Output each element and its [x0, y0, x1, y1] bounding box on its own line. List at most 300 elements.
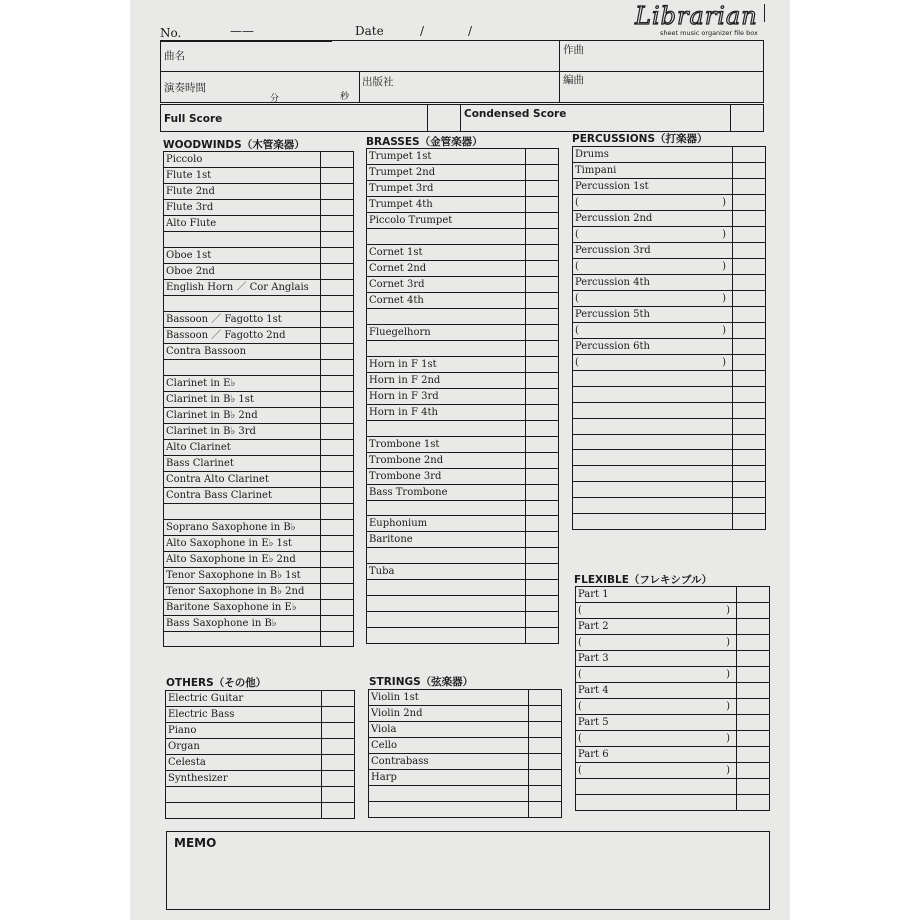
part-count-cell[interactable] [526, 484, 559, 500]
instrument-cell[interactable] [164, 232, 321, 248]
instrument-cell[interactable] [576, 747, 737, 763]
table-row [573, 386, 766, 402]
close-paren: ) [722, 357, 726, 368]
part-count-cell[interactable] [733, 147, 766, 163]
instrument-label: Percussion 2nd [575, 213, 653, 224]
part-count-cell[interactable] [733, 355, 766, 371]
instrument-label: Bass Trombone [369, 486, 448, 498]
part-count-cell[interactable] [321, 551, 354, 567]
table-row [576, 763, 770, 779]
instrument-cell[interactable] [369, 801, 529, 817]
part-count-cell[interactable] [322, 755, 355, 771]
instrument-cell[interactable] [367, 165, 526, 181]
part-count-cell[interactable] [529, 706, 562, 722]
part-count-cell[interactable] [529, 690, 562, 706]
part-count-cell[interactable] [526, 564, 559, 580]
title-field[interactable] [160, 40, 560, 72]
instrument-cell[interactable] [369, 754, 529, 770]
table-row [367, 356, 559, 372]
instrument-label: Part 4 [578, 685, 609, 696]
instrument-cell[interactable] [166, 691, 322, 707]
instrument-cell[interactable] [164, 487, 321, 503]
instrument-label: Violin 2nd [371, 708, 423, 719]
instrument-cell[interactable] [367, 628, 526, 644]
instrument-cell[interactable] [573, 147, 733, 163]
part-count-cell[interactable] [321, 391, 354, 407]
part-count-cell[interactable] [737, 619, 770, 635]
instrument-cell[interactable] [164, 359, 321, 375]
instrument-cell[interactable] [576, 731, 737, 747]
part-count-cell[interactable] [321, 295, 354, 311]
table-row [164, 423, 354, 439]
instrument-cell[interactable] [367, 436, 526, 452]
instrument-cell[interactable] [367, 596, 526, 612]
instrument-cell[interactable] [164, 343, 321, 359]
instrument-label: Trumpet 3rd [369, 183, 434, 194]
table-row [367, 404, 559, 420]
instrument-cell[interactable] [367, 404, 526, 420]
instrument-cell[interactable] [166, 771, 322, 787]
instrument-cell[interactable] [166, 802, 322, 818]
music-note-icon [758, 4, 765, 22]
instrument-label: Cornet 2nd [369, 262, 427, 274]
part-count-cell[interactable] [529, 801, 562, 817]
instrument-cell[interactable] [164, 152, 321, 168]
instrument-cell[interactable] [573, 323, 733, 339]
table-row [576, 699, 770, 715]
part-count-cell[interactable] [321, 200, 354, 216]
instrument-cell[interactable] [164, 311, 321, 327]
instrument-cell[interactable] [573, 243, 733, 259]
table-row [367, 292, 559, 308]
instrument-cell[interactable] [367, 484, 526, 500]
part-count-cell[interactable] [526, 612, 559, 628]
part-count-cell[interactable] [526, 388, 559, 404]
part-count-cell[interactable] [526, 436, 559, 452]
instrument-cell[interactable] [576, 763, 737, 779]
instrument-cell[interactable] [164, 295, 321, 311]
part-count-cell[interactable] [733, 498, 766, 514]
instrument-cell[interactable] [164, 168, 321, 184]
no-dash: —— [230, 24, 254, 38]
instrument-cell[interactable] [576, 715, 737, 731]
part-count-cell[interactable] [321, 439, 354, 455]
instrument-cell[interactable] [573, 402, 733, 418]
instrument-cell[interactable] [164, 216, 321, 232]
instrument-cell[interactable] [166, 755, 322, 771]
part-count-cell[interactable] [733, 291, 766, 307]
instrument-cell[interactable] [369, 706, 529, 722]
instrument-cell[interactable] [367, 564, 526, 580]
memo-field[interactable] [166, 831, 770, 910]
instrument-cell[interactable] [367, 149, 526, 165]
part-count-cell[interactable] [321, 487, 354, 503]
instrument-cell[interactable] [369, 690, 529, 706]
part-count-cell[interactable] [321, 343, 354, 359]
instrument-cell[interactable] [367, 500, 526, 516]
instrument-label: Part 1 [578, 589, 609, 600]
instrument-cell[interactable] [369, 722, 529, 738]
part-count-cell[interactable] [526, 165, 559, 181]
part-count-cell[interactable] [737, 651, 770, 667]
close-paren: ) [726, 733, 730, 744]
part-count-cell[interactable] [733, 179, 766, 195]
part-count-cell[interactable] [733, 450, 766, 466]
table-row [164, 583, 354, 599]
instrument-cell[interactable] [164, 439, 321, 455]
part-count-cell[interactable] [529, 770, 562, 786]
condensed-score-label: Condensed Score [464, 108, 567, 120]
part-count-cell[interactable] [737, 587, 770, 603]
part-count-cell[interactable] [529, 722, 562, 738]
part-count-cell[interactable] [322, 707, 355, 723]
instrument-cell[interactable] [367, 612, 526, 628]
instrument-cell[interactable] [576, 794, 737, 810]
table-row [367, 420, 559, 436]
instrument-cell[interactable] [576, 779, 737, 795]
part-count-cell[interactable] [526, 580, 559, 596]
table-row [573, 323, 766, 339]
instrument-label: Fluegelhorn [369, 326, 431, 338]
part-count-cell[interactable] [526, 149, 559, 165]
instrument-cell[interactable] [367, 388, 526, 404]
part-count-cell[interactable] [321, 327, 354, 343]
instrument-cell[interactable] [367, 229, 526, 245]
table-row [369, 770, 562, 786]
instrument-cell[interactable] [573, 466, 733, 482]
part-count-cell[interactable] [737, 603, 770, 619]
instrument-cell[interactable] [576, 667, 737, 683]
part-count-cell[interactable] [526, 308, 559, 324]
part-count-cell[interactable] [526, 404, 559, 420]
part-count-cell[interactable] [321, 216, 354, 232]
instrument-cell[interactable] [369, 738, 529, 754]
table-row [576, 603, 770, 619]
part-count-cell[interactable] [733, 386, 766, 402]
instrument-cell[interactable] [573, 227, 733, 243]
table-row [576, 715, 770, 731]
instrument-cell[interactable] [164, 535, 321, 551]
instrument-cell[interactable] [573, 371, 733, 387]
instrument-cell[interactable] [164, 615, 321, 631]
instrument-cell[interactable] [367, 260, 526, 276]
instrument-cell[interactable] [367, 516, 526, 532]
table-row [367, 548, 559, 564]
part-count-cell[interactable] [321, 423, 354, 439]
instrument-label: Alto Saxophone in E♭ 2nd [166, 553, 296, 565]
instrument-cell[interactable] [367, 276, 526, 292]
percussions-title: PERCUSSIONS（打楽器） [572, 133, 708, 145]
part-count-cell[interactable] [321, 455, 354, 471]
part-count-cell[interactable] [526, 548, 559, 564]
instrument-cell[interactable] [573, 291, 733, 307]
close-paren: ) [726, 669, 730, 680]
instrument-label: Percussion 1st [575, 181, 649, 192]
instrument-label: Horn in F 1st [369, 358, 437, 370]
part-count-cell[interactable] [321, 279, 354, 295]
instrument-cell[interactable] [164, 471, 321, 487]
instrument-cell[interactable] [573, 418, 733, 434]
part-count-cell[interactable] [733, 482, 766, 498]
instrument-cell[interactable] [164, 567, 321, 583]
instrument-cell[interactable] [573, 259, 733, 275]
part-count-cell[interactable] [526, 213, 559, 229]
part-count-cell[interactable] [526, 324, 559, 340]
table-row [164, 519, 354, 535]
composer-field[interactable] [559, 40, 764, 72]
instrument-cell[interactable] [164, 184, 321, 200]
part-count-cell[interactable] [321, 471, 354, 487]
instrument-cell[interactable] [166, 707, 322, 723]
table-row [164, 152, 354, 168]
instrument-cell[interactable] [367, 580, 526, 596]
instrument-label: Trombone 1st [369, 438, 440, 450]
instrument-label: Cello [371, 740, 397, 751]
part-count-cell[interactable] [526, 596, 559, 612]
part-count-cell[interactable] [737, 667, 770, 683]
part-count-cell[interactable] [737, 699, 770, 715]
instrument-cell[interactable] [573, 514, 733, 530]
table-row [573, 514, 766, 530]
part-count-cell[interactable] [321, 311, 354, 327]
instrument-cell[interactable] [164, 551, 321, 567]
table-row [164, 487, 354, 503]
table-row [367, 165, 559, 181]
table-row [573, 179, 766, 195]
instrument-cell[interactable] [164, 391, 321, 407]
part-count-cell[interactable] [737, 731, 770, 747]
instrument-cell[interactable] [573, 434, 733, 450]
part-count-cell[interactable] [529, 786, 562, 802]
part-count-cell[interactable] [737, 683, 770, 699]
part-count-cell[interactable] [733, 323, 766, 339]
part-count-cell[interactable] [526, 276, 559, 292]
instrument-cell[interactable] [576, 603, 737, 619]
instrument-cell[interactable] [164, 200, 321, 216]
instrument-cell[interactable] [367, 420, 526, 436]
composer-label: 作曲 [563, 44, 584, 56]
arranger-field[interactable] [559, 71, 764, 103]
part-count-cell[interactable] [737, 635, 770, 651]
instrument-cell[interactable] [164, 279, 321, 295]
instrument-cell[interactable] [367, 197, 526, 213]
instrument-cell[interactable] [576, 651, 737, 667]
part-count-cell[interactable] [321, 407, 354, 423]
part-count-cell[interactable] [321, 232, 354, 248]
instrument-cell[interactable] [166, 787, 322, 803]
part-count-cell[interactable] [733, 227, 766, 243]
part-count-cell[interactable] [322, 723, 355, 739]
part-count-cell[interactable] [322, 739, 355, 755]
instrument-cell[interactable] [164, 407, 321, 423]
part-count-cell[interactable] [733, 418, 766, 434]
instrument-cell[interactable] [573, 163, 733, 179]
instrument-cell[interactable] [367, 292, 526, 308]
instrument-label: Alto Flute [166, 218, 217, 229]
instrument-cell[interactable] [164, 503, 321, 519]
part-count-cell[interactable] [733, 195, 766, 211]
instrument-cell[interactable] [573, 195, 733, 211]
instrument-cell[interactable] [164, 263, 321, 279]
instrument-cell[interactable] [576, 699, 737, 715]
instrument-cell[interactable] [573, 307, 733, 323]
instrument-cell[interactable] [164, 583, 321, 599]
part-count-cell[interactable] [526, 516, 559, 532]
part-count-cell[interactable] [733, 514, 766, 530]
instrument-cell[interactable] [166, 739, 322, 755]
instrument-cell[interactable] [573, 482, 733, 498]
instrument-cell[interactable] [367, 181, 526, 197]
part-count-cell[interactable] [526, 244, 559, 260]
part-count-cell[interactable] [526, 532, 559, 548]
part-count-cell[interactable] [733, 259, 766, 275]
instrument-label: Trumpet 1st [369, 151, 432, 162]
full-score-checkbox[interactable] [427, 104, 461, 132]
table-row [367, 580, 559, 596]
part-count-cell[interactable] [526, 628, 559, 644]
table-row [369, 801, 562, 817]
instrument-cell[interactable] [576, 635, 737, 651]
instrument-cell[interactable] [573, 211, 733, 227]
instrument-cell[interactable] [573, 275, 733, 291]
instrument-cell[interactable] [367, 324, 526, 340]
part-count-cell[interactable] [321, 583, 354, 599]
part-count-cell[interactable] [321, 359, 354, 375]
table-row [164, 232, 354, 248]
part-count-cell[interactable] [526, 340, 559, 356]
instrument-label: Cornet 4th [369, 294, 424, 306]
part-count-cell[interactable] [733, 163, 766, 179]
instrument-cell[interactable] [367, 532, 526, 548]
part-count-cell[interactable] [321, 631, 354, 647]
part-count-cell[interactable] [321, 599, 354, 615]
part-count-cell[interactable] [321, 519, 354, 535]
instrument-cell[interactable] [573, 498, 733, 514]
part-count-cell[interactable] [321, 535, 354, 551]
instrument-cell[interactable] [367, 340, 526, 356]
part-count-cell[interactable] [733, 307, 766, 323]
part-count-cell[interactable] [321, 375, 354, 391]
part-count-cell[interactable] [526, 181, 559, 197]
part-count-cell[interactable] [529, 738, 562, 754]
instrument-cell[interactable] [576, 619, 737, 635]
table-row [573, 307, 766, 323]
part-count-cell[interactable] [321, 247, 354, 263]
instrument-label: Harp [371, 772, 397, 783]
part-count-cell[interactable] [733, 371, 766, 387]
instrument-cell[interactable] [573, 386, 733, 402]
part-count-cell[interactable] [526, 197, 559, 213]
condensed-score-checkbox[interactable] [730, 104, 764, 132]
table-row [164, 295, 354, 311]
part-count-cell[interactable] [737, 763, 770, 779]
instrument-label: ( [575, 357, 579, 368]
part-count-cell[interactable] [321, 503, 354, 519]
table-row [573, 291, 766, 307]
instrument-cell[interactable] [367, 213, 526, 229]
table-row [573, 402, 766, 418]
instrument-cell[interactable] [164, 631, 321, 647]
part-count-cell[interactable] [321, 168, 354, 184]
instrument-cell[interactable] [164, 519, 321, 535]
part-count-cell[interactable] [737, 779, 770, 795]
instrument-cell[interactable] [367, 308, 526, 324]
part-count-cell[interactable] [733, 275, 766, 291]
part-count-cell[interactable] [526, 356, 559, 372]
instrument-cell[interactable] [573, 339, 733, 355]
part-count-cell[interactable] [526, 260, 559, 276]
instrument-label: Electric Guitar [168, 693, 244, 704]
part-count-cell[interactable] [526, 229, 559, 245]
table-row [367, 197, 559, 213]
part-count-cell[interactable] [526, 500, 559, 516]
instrument-cell[interactable] [367, 372, 526, 388]
table-row [164, 407, 354, 423]
part-count-cell[interactable] [321, 567, 354, 583]
instrument-cell[interactable] [164, 423, 321, 439]
part-count-cell[interactable] [322, 787, 355, 803]
part-count-cell[interactable] [529, 754, 562, 770]
instrument-label: Contra Bass Clarinet [166, 489, 272, 501]
part-count-cell[interactable] [526, 372, 559, 388]
instrument-cell[interactable] [164, 455, 321, 471]
instrument-label: Tenor Saxophone in B♭ 1st [166, 569, 301, 581]
part-count-cell[interactable] [733, 243, 766, 259]
instrument-cell[interactable] [164, 375, 321, 391]
part-count-cell[interactable] [526, 420, 559, 436]
instrument-cell[interactable] [367, 356, 526, 372]
instrument-cell[interactable] [573, 450, 733, 466]
part-count-cell[interactable] [733, 402, 766, 418]
part-count-cell[interactable] [733, 339, 766, 355]
table-row [367, 324, 559, 340]
instrument-cell[interactable] [367, 468, 526, 484]
instrument-cell[interactable] [576, 683, 737, 699]
part-count-cell[interactable] [737, 747, 770, 763]
instrument-cell[interactable] [164, 327, 321, 343]
part-count-cell[interactable] [526, 468, 559, 484]
instrument-cell[interactable] [367, 548, 526, 564]
instrument-cell[interactable] [576, 587, 737, 603]
table-row [164, 359, 354, 375]
instrument-cell[interactable] [573, 355, 733, 371]
part-count-cell[interactable] [526, 452, 559, 468]
table-row [367, 149, 559, 165]
part-count-cell[interactable] [733, 434, 766, 450]
part-count-cell[interactable] [737, 715, 770, 731]
part-count-cell[interactable] [526, 292, 559, 308]
part-count-cell[interactable] [733, 466, 766, 482]
instrument-cell[interactable] [369, 786, 529, 802]
part-count-cell[interactable] [321, 263, 354, 279]
part-count-cell[interactable] [321, 615, 354, 631]
instrument-cell[interactable] [367, 452, 526, 468]
part-count-cell[interactable] [737, 794, 770, 810]
part-count-cell[interactable] [322, 691, 355, 707]
part-count-cell[interactable] [321, 152, 354, 168]
part-count-cell[interactable] [322, 771, 355, 787]
part-count-cell[interactable] [733, 211, 766, 227]
instrument-cell[interactable] [164, 599, 321, 615]
part-count-cell[interactable] [321, 184, 354, 200]
instrument-cell[interactable] [573, 179, 733, 195]
part-count-cell[interactable] [322, 802, 355, 818]
instrument-cell[interactable] [166, 723, 322, 739]
instrument-cell[interactable] [367, 244, 526, 260]
instrument-label: Percussion 5th [575, 309, 650, 320]
instrument-cell[interactable] [164, 247, 321, 263]
instrument-cell[interactable] [369, 770, 529, 786]
